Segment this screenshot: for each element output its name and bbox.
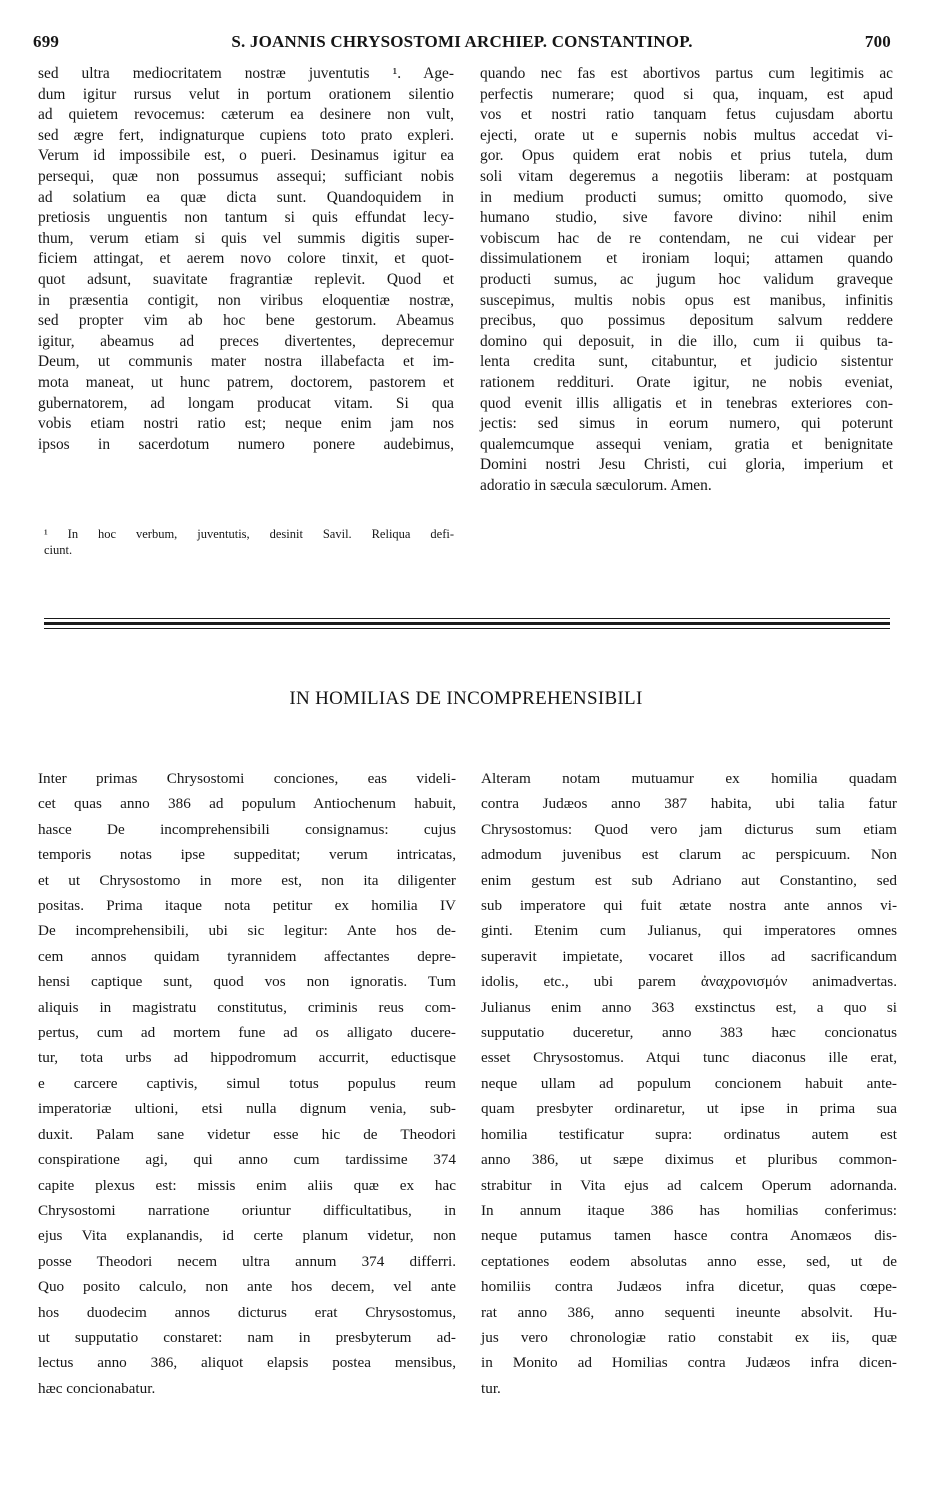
text-line: quando nec fas est abortivos partus cum legitimis ac <box>480 65 893 82</box>
text-line: neque putamus tamen hasce contra Anomæos dis- <box>481 1227 897 1245</box>
text-line: cet quas anno 386 ad populum Antiochenum habuit, <box>38 795 456 813</box>
text-line: hos duodecim annos dicturus erat Chrysostomus, <box>38 1303 456 1321</box>
text-line: ad quietem revocemus: cæterum ea desinere non vult, <box>38 106 454 124</box>
text-line: positas. Prima itaque nota petitur ex homilia IV <box>38 897 456 915</box>
text-line: sed propter vim ab hoc bene gestorum. Abeamus <box>38 312 454 330</box>
text-line: jectis: sed simus in eorum numero, qui poterunt <box>480 415 893 433</box>
text-line: strabitur in Vita ejus ad calcem Operum adornanda. <box>481 1176 897 1194</box>
text-line: conspiratione agi, qui anno cum tardissime 374 <box>38 1151 456 1169</box>
text-line: producti sumus, ac jugum hoc validum graveque <box>480 270 893 288</box>
text-line: humano studio, sive favore divino: nihil enim <box>480 209 893 227</box>
text-line: rat anno 386, anno sequenti ineunte absolvit. Hu- <box>481 1303 897 1321</box>
text-line: Alteram notam mutuamur ex homilia quadam <box>481 770 897 787</box>
text-line: Chrysostomus: Quod vero jam dicturus sum etiam <box>481 820 897 838</box>
text-line: Verum id impossibile est, o pueri. Desinamus igitur ea <box>38 147 454 165</box>
text-line: adoratio in sæcula sæculorum. Amen. <box>480 476 712 494</box>
section-divider-thick <box>44 622 890 625</box>
text-line: cem annos quidam tyrannidem affectantes depre- <box>38 947 456 965</box>
footnote-line: ¹ In hoc verbum, juventutis, desinit Savil. Reliqua defi- <box>44 527 454 541</box>
text-line: imperatoriæ ultioni, etsi nulla dignum venia, sub- <box>38 1100 456 1118</box>
text-line: capite plexus est: missis enim aliis quæ ex hac <box>38 1176 456 1194</box>
text-line: aliquis in magistratu constitutus, criminis reus com- <box>38 998 456 1016</box>
text-line: homiliis contra Judæos infra dicetur, quas cœpe- <box>481 1278 897 1296</box>
top-left-column <box>38 64 454 455</box>
text-line: in medium producti sumus; omitto quomodo, sive <box>480 188 893 206</box>
text-line: esset Chrysostomus. Atqui tunc diaconus ille erat, <box>481 1049 897 1067</box>
text-line: ginti. Etenim cum Julianus, qui imperatores omnes <box>481 922 897 940</box>
text-line: admodum juvenibus est clarum ac perspicuum. Non <box>481 846 897 864</box>
text-line: tur, tota urbs ad hippodromum accurrit, eductisque <box>38 1049 456 1067</box>
text-line: contra Judæos anno 387 habita, ubi talia fatur <box>481 795 897 813</box>
running-title: S. JOANNIS CHRYSOSTOMI ARCHIEP. CONSTANTINOP. <box>231 32 693 51</box>
text-line: ficiem attingat, et aerem novo colore tinxit, et quot- <box>38 250 454 268</box>
text-line: Chrysostomi narratione oriuntur difficultatibus, in <box>38 1201 456 1219</box>
text-line: quot adsunt, suavitate fragrantiæ replevit. Quod et <box>38 270 454 288</box>
text-line: De incomprehensibili, ubi sic legitur: Ante hos de- <box>38 922 456 940</box>
text-line: in Monito ad Homilias contra Judæos infra dicen- <box>481 1354 897 1372</box>
text-line: dissimulationem et ironiam loqui; attamen quando <box>480 250 893 268</box>
text-line: lenta credita sunt, citabuntur, et judicio sistentur <box>480 353 893 371</box>
text-line: rationem reddituri. Orate igitur, ne nobis eveniat, <box>480 373 893 391</box>
section-divider-top <box>44 618 890 619</box>
text-line: anno 386, ut sæpe diximus et pluribus common- <box>481 1151 897 1169</box>
text-line: hensi captique sunt, quod vos non ignoratis. Tum <box>38 973 456 991</box>
text-line: posse Theodori necem ultra annum 374 differri. <box>38 1252 456 1270</box>
text-line: pretiosis unguentis non tantum si quis effundat lecy- <box>38 209 454 227</box>
text-line: suscepimus, multis nobis opus est manibus, infinitis <box>480 291 893 309</box>
text-line: ejus Vita explanandis, id certe planum videtur, non <box>38 1227 456 1245</box>
text-line: duxit. Palam sane videtur esse hic de Theodori <box>38 1125 456 1143</box>
text-line: ipsos in sacerdotum numero ponere audebimus, <box>38 435 454 453</box>
text-line: igitur, abeamus ad preces divertentes, deprecemur <box>38 332 454 350</box>
text-line: sed ultra mediocritatem nostræ juventutis ¹. Age- <box>38 65 454 82</box>
text-line: vobiscum hac de re contendam, ne cui videar per <box>480 229 893 247</box>
text-line: soli vitam degeremus a negotiis liberam: at postquam <box>480 167 893 185</box>
text-line: perfectis numerare; quod si qua, inquam, est apud <box>480 85 893 103</box>
text-line: gor. Opus quidem erat nobis et prius tutela, dum <box>480 147 893 165</box>
text-line: ut supputatio constaret: nam in presbyterum ad- <box>38 1328 456 1346</box>
text-line: vos et nostri ratio tanquam fetus cujusdam abortu <box>480 106 893 124</box>
text-line: ad solatium ea quæ dicta sunt. Quandoquidem in <box>38 188 454 206</box>
section-divider-bottom <box>44 628 890 629</box>
text-line: dum igitur rursus velut in portum orationem silentio <box>38 85 454 103</box>
bottom-right-column <box>481 766 897 1401</box>
footnote-line: ciunt. <box>44 543 73 557</box>
text-line: jus vero chronologiæ ratio constabit ex iis, quæ <box>481 1328 897 1346</box>
text-line: e carcere captivis, simul totus populus reum <box>38 1074 456 1092</box>
text-line: in præsentia contigit, non viribus eloquentiæ nostræ, <box>38 291 454 309</box>
text-line: et ut Chrysostomo in more est, non ita diligenter <box>38 871 456 889</box>
text-line: hasce De incomprehensibili consignamus: cujus <box>38 820 456 838</box>
text-line: enim gestum est sub Adriano aut Constantino, sed <box>481 871 897 889</box>
text-line: Inter primas Chrysostomi conciones, eas videli- <box>38 770 456 787</box>
text-line: quod evenit illis alligatis et in tenebras exteriores con- <box>480 394 893 412</box>
text-line: gubernatorem, ad longam producat vitam. Si qua <box>38 394 454 412</box>
footnote <box>44 526 454 558</box>
section-title: IN HOMILIAS DE INCOMPREHENSIBILI <box>289 688 643 709</box>
text-line: temporis notas ipse suppeditat; verum intricatas, <box>38 846 456 864</box>
text-line: ejecti, orate ut e supernis nobis multus accedat vi- <box>480 126 893 144</box>
text-line: Julianus enim anno 363 exstinctus est, a quo si <box>481 998 897 1016</box>
text-line: thum, verum etiam si quis vel summis digitis super- <box>38 229 454 247</box>
text-line: Deum, ut communis mater nostra illabefacta et im- <box>38 353 454 371</box>
text-line: ceptationes eodem absolutas anno esse, sed, ut de <box>481 1252 897 1270</box>
text-line: superavit impietate, vocaret illos ad sacrificandum <box>481 947 897 965</box>
text-line: Domini nostri Jesu Christi, cui gloria, imperium et <box>480 456 893 474</box>
text-line: idolis, etc., ubi parem ἀναχρονισμόν animadvertas. <box>481 973 897 991</box>
text-line: mota maneat, ut hunc patrem, doctorem, pastorem et <box>38 373 454 391</box>
text-line: persequi, quæ non possumus assequi; sufficiant nobis <box>38 167 454 185</box>
text-line: tur. <box>481 1379 501 1397</box>
text-line: precibus, quo possimus depositum salvum reddere <box>480 312 893 330</box>
page-number-right: 700 <box>864 32 891 51</box>
text-line: In annum itaque 386 has homilias conferimus: <box>481 1201 897 1219</box>
top-right-column <box>480 64 893 496</box>
text-line: Quo posito calculo, non ante hos decem, vel ante <box>38 1278 456 1296</box>
text-line: vobis etiam nostri ratio est; neque enim jam nos <box>38 415 454 433</box>
text-line: lectus anno 386, aliquot elapsis postea mensibus, <box>38 1354 456 1372</box>
page-number-left: 699 <box>33 32 60 51</box>
text-line: sed ægre fert, indignaturque cupiens toto prato expleri. <box>38 126 454 144</box>
text-line: supputatio duceretur, anno 383 hæc concionatus <box>481 1024 897 1042</box>
page-header <box>33 32 891 56</box>
text-line: qualemcumque assequi veniam, gratia et benignitate <box>480 435 893 453</box>
text-line: neque ullam ad populum concionem habuit ante- <box>481 1074 897 1092</box>
text-line: homilia testificatur supra: ordinatus autem est <box>481 1125 897 1143</box>
text-line: pertus, cum ad mortem fune ad os alligato ducere- <box>38 1024 456 1042</box>
text-line: sub imperatore qui fuit ætate nostra ante annos vi- <box>481 897 897 915</box>
text-line: domino qui deposuit, in die illo, cum ii quibus ta- <box>480 332 893 350</box>
text-line: quam presbyter ordinaretur, ut ipse in prima sua <box>481 1100 897 1118</box>
bottom-left-column <box>38 766 456 1401</box>
text-line: hæc concionabatur. <box>38 1379 156 1397</box>
